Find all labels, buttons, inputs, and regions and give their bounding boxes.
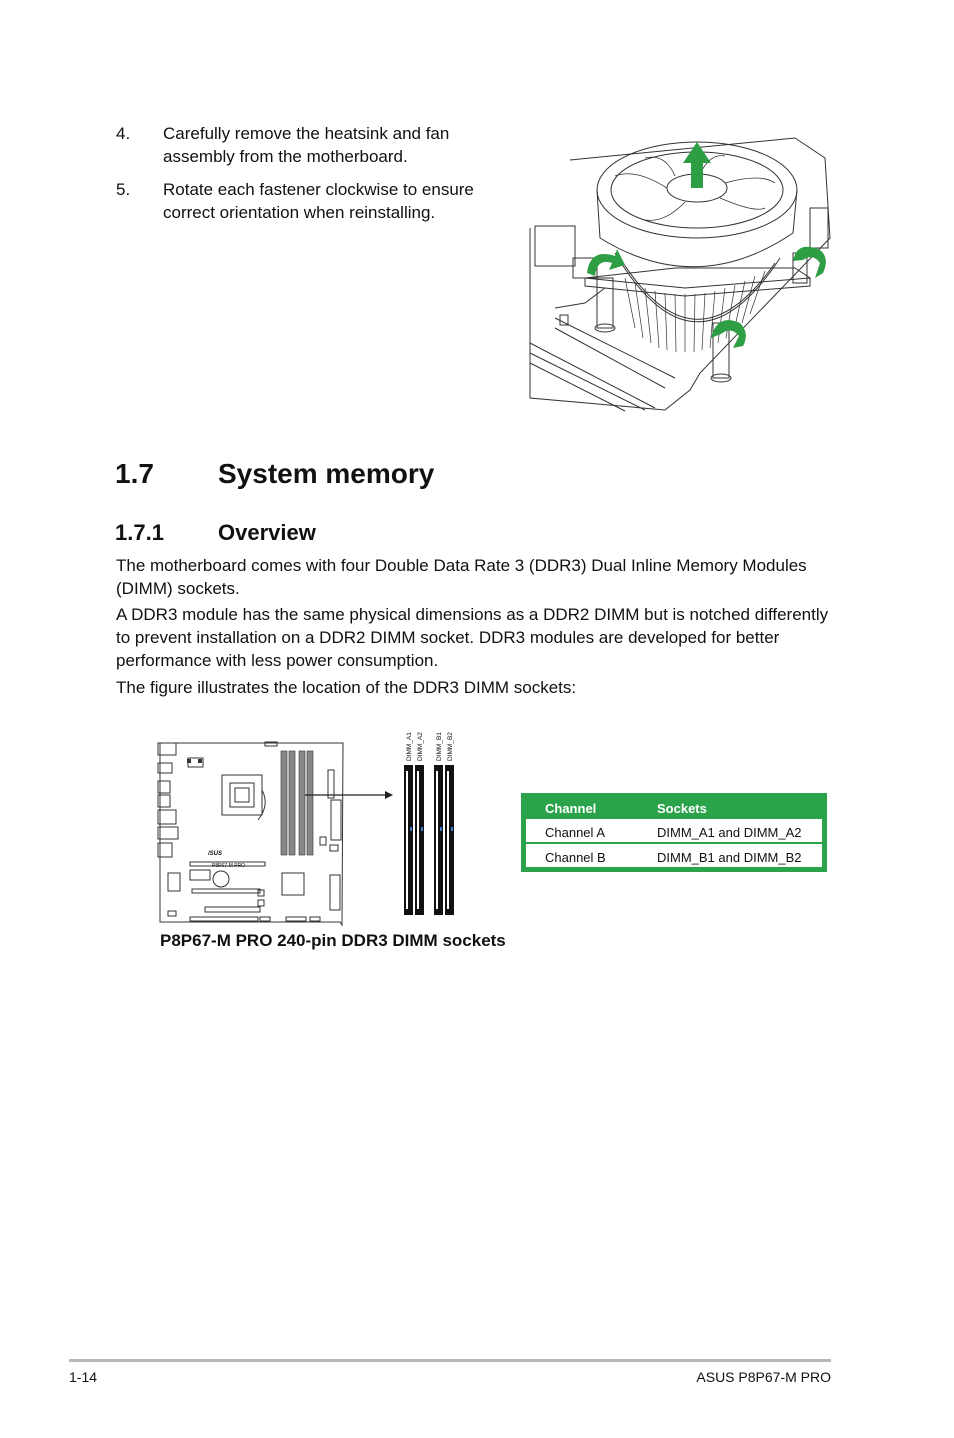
channel-table-header (521, 793, 827, 819)
section-heading (115, 458, 435, 490)
section-number: 1.7 (115, 458, 154, 489)
step-text: Carefully remove the heatsink and fan assembly from the motherboard. (163, 124, 450, 166)
subsection-title: Overview (218, 520, 316, 545)
heatsink-illustration (525, 128, 835, 413)
step-4 (116, 122, 496, 172)
channel-table-row (526, 819, 822, 842)
row-sockets: DIMM_A1 and DIMM_A2 (657, 825, 802, 840)
page-number: 1-14 (69, 1369, 98, 1385)
step-5 (116, 178, 496, 228)
channel-table-frame (521, 793, 827, 872)
subsection-heading (115, 520, 316, 546)
section-title: System memory (218, 458, 435, 489)
header-sockets: Sockets (657, 801, 707, 816)
board-brand-logo: /SUS (208, 851, 223, 857)
step-number: 5. (116, 180, 131, 199)
channel-table-row (526, 844, 822, 867)
paragraph-ddr3: A DDR3 module has the same physical dimensions as a DDR2 DIMM but is notched differently to prevent installation on a DDR2 DIMM socket. DDR3 modules are developed for better performance with less power consumption. (116, 605, 829, 670)
footer-rule (69, 1359, 831, 1362)
motherboard-layout-figure (150, 715, 470, 930)
row-channel: Channel A (545, 825, 605, 840)
dimm-label-a1: DIMM_A1 (406, 732, 413, 761)
product-name: ASUS P8P67-M PRO (696, 1369, 831, 1385)
dimm-label-a2: DIMM_A2 (417, 732, 424, 761)
dimm-label-b2: DIMM_B2 (447, 732, 454, 761)
paragraph-intro: The motherboard comes with four Double Data Rate 3 (DDR3) Dual Inline Memory Modules (DIMM) sockets. (116, 556, 807, 598)
figure-caption: P8P67-M PRO 240-pin DDR3 DIMM sockets (160, 931, 506, 950)
step-number: 4. (116, 124, 131, 143)
step-text: Rotate each fastener clockwise to ensure correct orientation when reinstalling. (163, 180, 474, 222)
header-channel: Channel (545, 801, 597, 816)
dimm-label-b1: DIMM_B1 (436, 732, 443, 761)
paragraph-figure-intro: The figure illustrates the location of the DDR3 DIMM sockets: (116, 678, 577, 697)
row-sockets: DIMM_B1 and DIMM_B2 (657, 850, 802, 865)
board-model-label: P8P67-M PRO (212, 863, 246, 869)
subsection-number: 1.7.1 (115, 520, 164, 545)
row-channel: Channel B (545, 850, 606, 865)
